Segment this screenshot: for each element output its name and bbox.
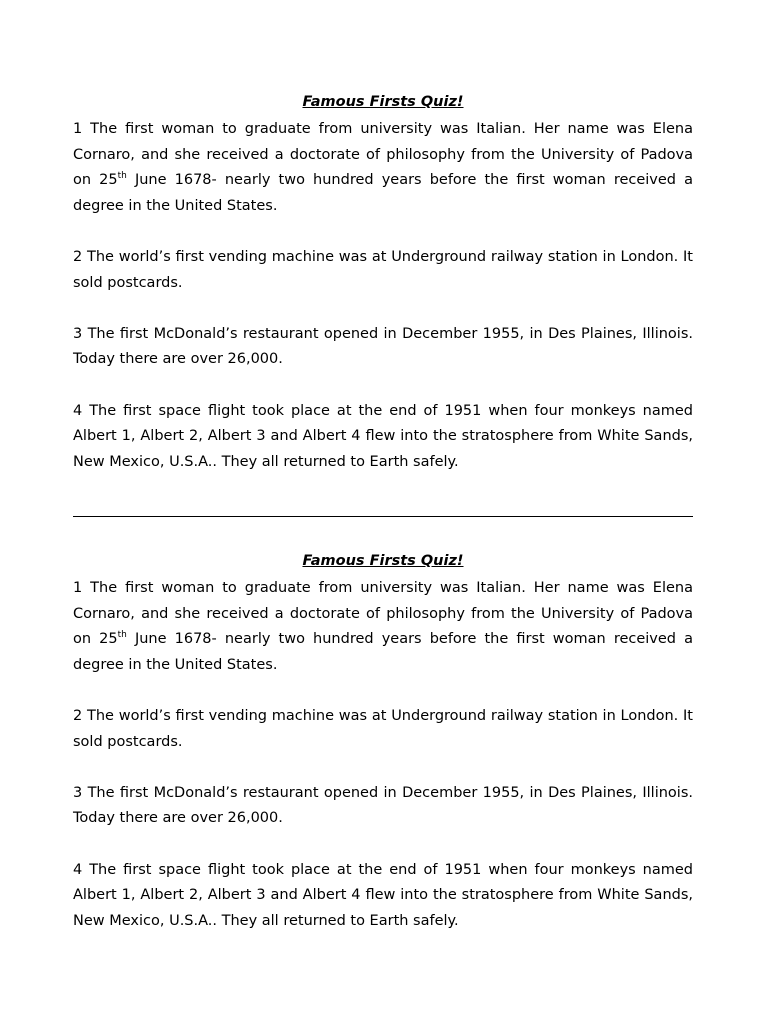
quiz-item-1-text: 1 The first woman to graduate from university was Italian. Her name was Elena Cornaro, and she received a doctorate of philosophy from the University of Padova on 25 (73, 121, 693, 189)
quiz-item-1 (73, 576, 693, 678)
quiz-section-2 (73, 551, 693, 934)
quiz-item-4: 4 The first space flight took place at the end of 1951 when four monkeys named Albert 1, Albert 2, Albert 3 and Albert 4 flew into the stratosphere from White Sands, New Mexico, U.S.A.. They all returned to Earth safely. (73, 402, 693, 470)
quiz-item-3: 3 The first McDonald’s restaurant opened in December 1955, in Des Plaines, Illinois. Today there are over 26,000. (73, 325, 693, 368)
quiz-item-1-text-end: June 1678- nearly two hundred years before the first woman received a degree in the United States. (73, 172, 693, 214)
quiz-item-2: 2 The world’s first vending machine was at Underground railway station in London. It sold postcards. (73, 248, 693, 291)
quiz-item-1-text-end: June 1678- nearly two hundred years before the first woman received a degree in the United States. (73, 631, 693, 673)
ordinal-suffix: th (117, 171, 127, 182)
quiz-item-2: 2 The world’s first vending machine was at Underground railway station in London. It sold postcards. (73, 707, 693, 750)
ordinal-suffix: th (117, 630, 127, 641)
quiz-title: Famous Firsts Quiz! (302, 553, 464, 569)
quiz-item-4: 4 The first space flight took place at the end of 1951 when four monkeys named Albert 1, Albert 2, Albert 3 and Albert 4 flew into the stratosphere from White Sands, New Mexico, U.S.A.. They all returned to Earth safely. (73, 861, 693, 929)
quiz-title: Famous Firsts Quiz! (302, 94, 464, 110)
quiz-item-1-text: 1 The first woman to graduate from university was Italian. Her name was Elena Cornaro, and she received a doctorate of philosophy from the University of Padova on 25 (73, 580, 693, 648)
quiz-item-3: 3 The first McDonald’s restaurant opened in December 1955, in Des Plaines, Illinois. Today there are over 26,000. (73, 784, 693, 827)
cut-line-divider (73, 516, 693, 517)
quiz-section-1 (73, 92, 693, 475)
quiz-item-1 (73, 117, 693, 219)
